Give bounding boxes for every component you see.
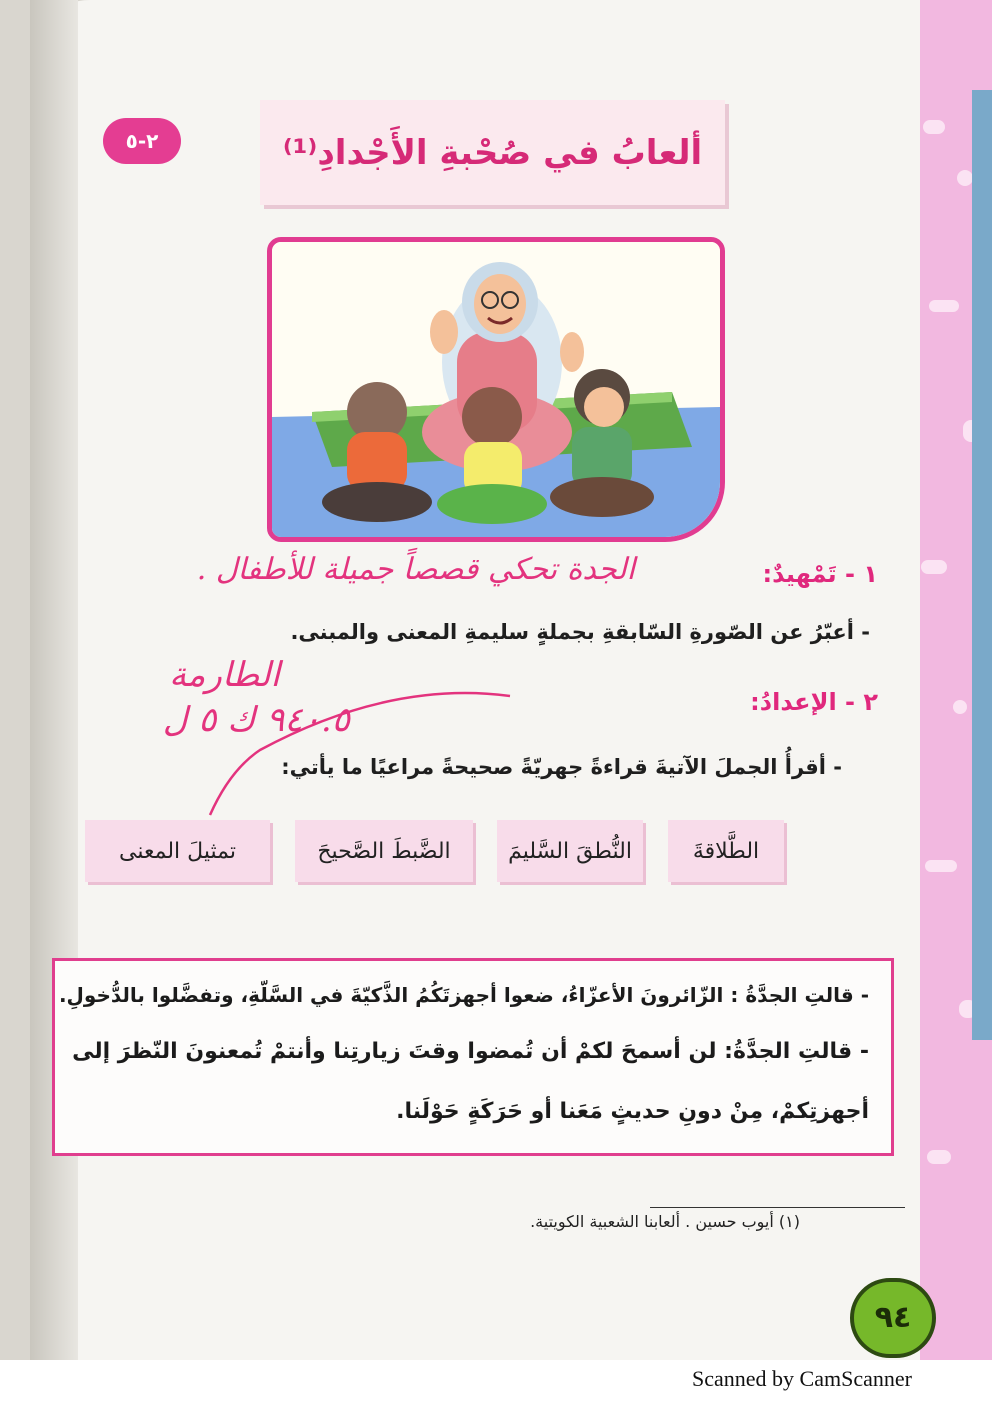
page-number: ٩٤ xyxy=(850,1278,936,1358)
section-1-heading: ١ - تَمْهيدٌ: xyxy=(762,560,878,588)
section-1-task: - أعبّرُ عن الصّورةِ السّابقةِ بجملةٍ سليمةِ المعنى والمبنى. xyxy=(290,620,870,644)
book-page xyxy=(30,0,920,1360)
lesson-title: ألعابُ في صُحْبةِ الأَجْدادِ⁽¹⁾ xyxy=(282,132,703,173)
chapter-badge: ٢-٥ xyxy=(103,118,181,164)
footnote: (١) أيوب حسين . ألعابنا الشعبية الكويتية. xyxy=(530,1212,800,1231)
scanner-watermark: Scanned by CamScanner xyxy=(692,1366,912,1391)
footnote-rule xyxy=(650,1207,905,1208)
lesson-title-box xyxy=(260,100,725,205)
handwritten-answer-2b: ٩٤٠.٥ ك ٥ ل xyxy=(162,700,350,740)
reading-criterion-chip: الضَّبطَ الصَّحيحَ xyxy=(295,820,473,882)
handwritten-answer-1: الجدة تحكي قصصاً جميلة للأطفال . xyxy=(196,552,635,587)
lesson-illustration xyxy=(267,237,725,542)
reading-criterion-chip: النُّطقَ السَّليمَ xyxy=(497,820,643,882)
decorative-blue-edge xyxy=(972,90,992,1040)
passage-line-3: أجهزتِكمْ، مِنْ دونِ حديثٍ مَعَنا أو حَرَكَةٍ حَوْلَنا. xyxy=(396,1099,869,1124)
passage-line-1: - قالتِ الجدَّةُ : الزّائرونَ الأعزّاءُ، ضعوا أجهزتَكُمُ الذَّكيّةَ في السَّلّةِ، وتفضَّلوا بالدُّخولِ. xyxy=(58,983,869,1007)
grandmother-children-illustration xyxy=(272,242,720,537)
passage-line-2: - قالتِ الجدَّةُ: لن أسمحَ لكمْ أن تُمضوا وقتَ زيارتِنا وأنتمْ تُمعنونَ النّظرَ إلى xyxy=(72,1039,869,1064)
reading-passage-box xyxy=(52,958,894,1156)
section-2-task: - أقرأُ الجملَ الآتيةَ قراءةً جهريّةً صحيحةً مراعيًا ما يأتي: xyxy=(281,755,842,779)
handwritten-answer-2a: الطارمة xyxy=(169,655,280,695)
reading-criterion-chip: الطَّلاقةَ xyxy=(668,820,784,882)
reading-criterion-chip: تمثيلَ المعنى xyxy=(85,820,270,882)
section-2-heading: ٢ - الإعدادُ: xyxy=(750,688,878,716)
